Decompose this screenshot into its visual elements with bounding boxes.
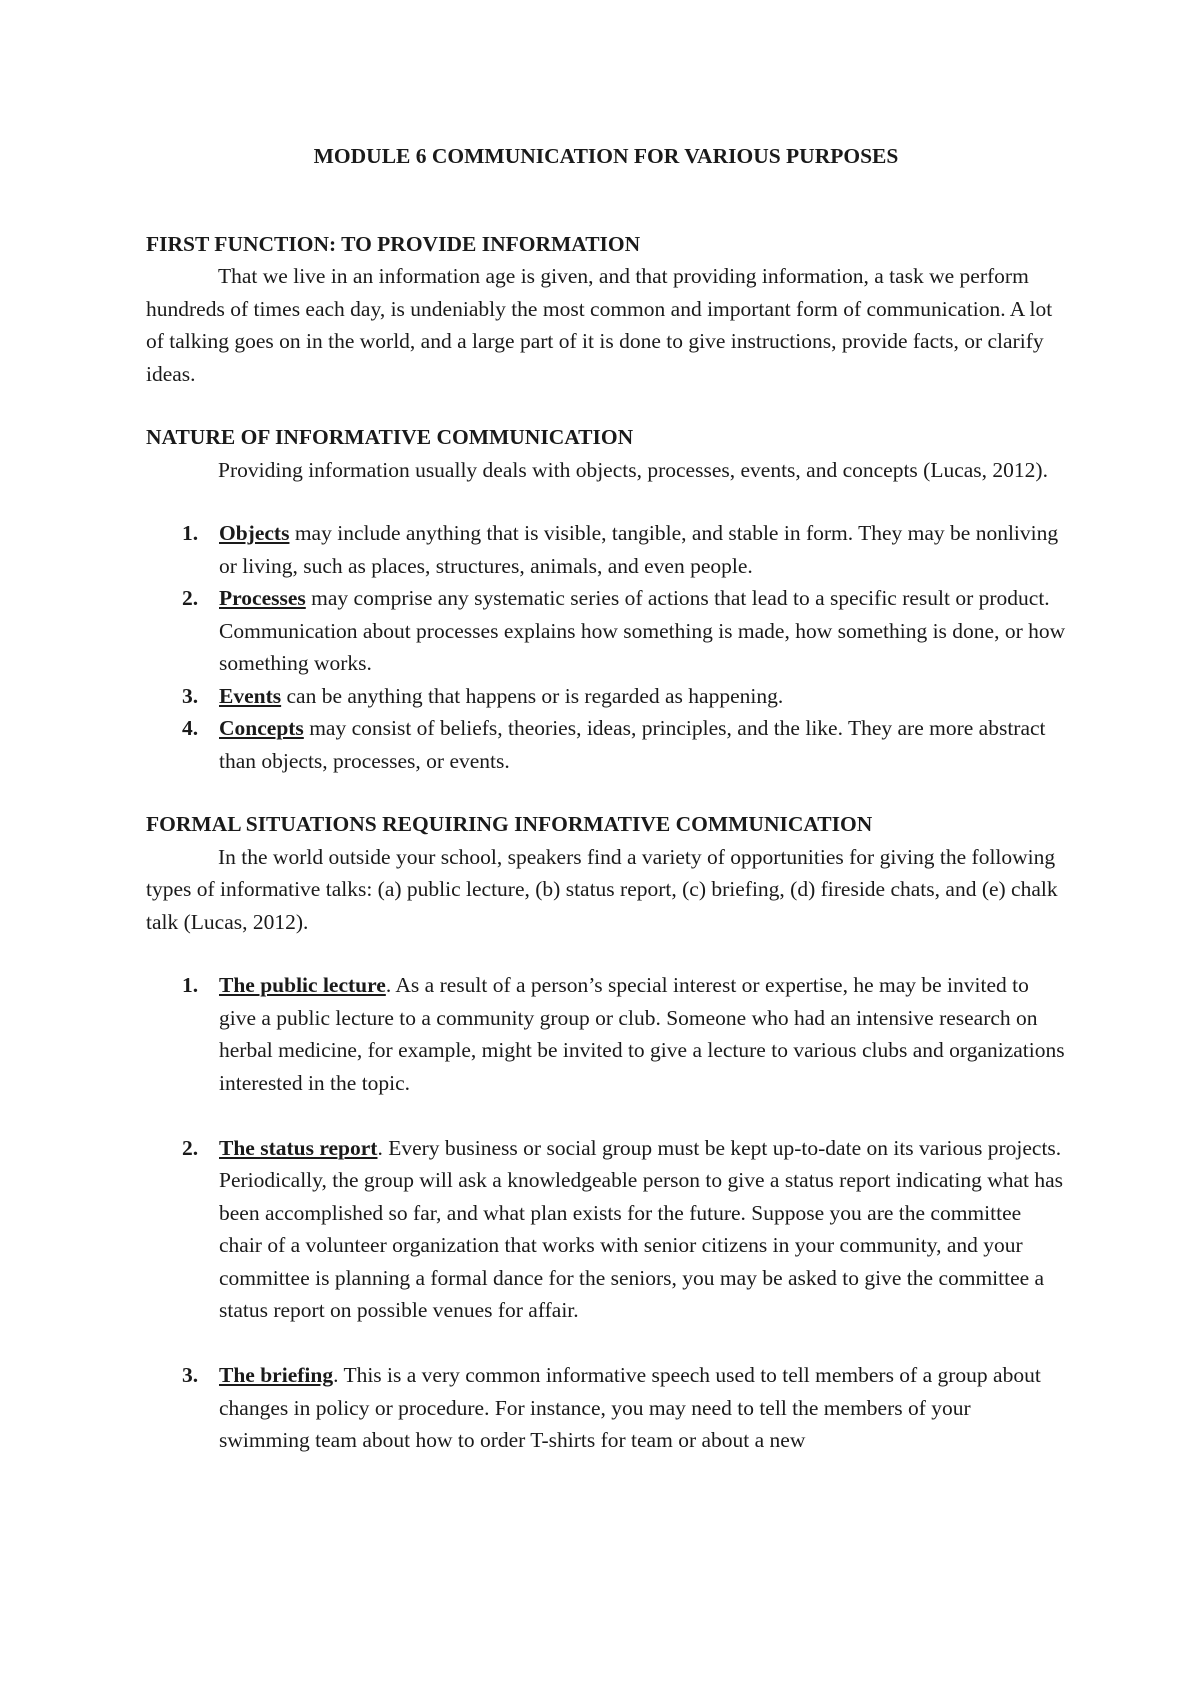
list-item [146, 1359, 1066, 1457]
list-item [146, 582, 1066, 680]
section-heading-nature: NATURE OF INFORMATIVE COMMUNICATION [146, 425, 634, 449]
list-text: may consist of beliefs, theories, ideas, principles, and the like. They are more abstract than objects, processes, or events. [219, 716, 1046, 773]
list-term: Concepts [219, 716, 304, 740]
list-text: . Every business or social group must be kept up-to-date on its various projects. Periodically, the group will ask a knowledgeable person to give a status report indicating what has been accomplished so far, and what plan exists for the future. Suppose you are the committee chair of a volunteer organization that works with senior citizens in your community, and your committee is planning a formal dance for the seniors, you may be asked to give the committee a status report on possible venues for affair. [219, 1135, 1064, 1322]
numbered-list [146, 969, 1066, 1457]
numbered-list [146, 517, 1066, 777]
list-number: 3. [182, 683, 199, 708]
section-paragraph: In the world outside your school, speakers find a variety of opportunities for giving the following types of informative talks: (a) public lecture, (b) status report, (c) briefing, (d) fireside chats, and (e) chalk talk (Lucas, 2012). [146, 844, 1058, 934]
section-paragraph: That we live in an information age is given, and that providing information, a task we perform hundreds of times each day, is undeniably the most common and important form of communication. A lot of talking goes on in the world, and a large part of it is done to give instructions, provide facts, or clarify ideas. [146, 264, 1053, 386]
list-item [146, 680, 1066, 713]
list-number: 3. [182, 1363, 199, 1387]
section-heading-first-function: FIRST FUNCTION: TO PROVIDE INFORMATION [146, 231, 641, 256]
list-text: . As a result of a person’s special interest or expertise, he may be invited to give a public lecture to a community group or club. Someone who had an intensive research on herbal medicine, for example, might be invited to give a lecture to various clubs and organizations interested in the topic. [219, 973, 1065, 1095]
spacer [146, 390, 1066, 421]
list-term: The briefing [219, 1363, 334, 1387]
list-term: Objects [219, 521, 290, 545]
list-text: may comprise any systematic series of actions that lead to a specific result or product. Communication about processes explains how something is made, how something is done, or how something works. [219, 586, 1066, 675]
list-number: 4. [182, 716, 199, 740]
list-item [146, 969, 1066, 1099]
list-text: . This is a very common informative speech used to tell members of a group about changes in policy or procedure. For instance, you may need to tell the members of your swimming team about how to order T-shirts for team or about a new [219, 1363, 1041, 1452]
page-title: MODULE 6 COMMUNICATION FOR VARIOUS PURPOSES [313, 144, 899, 168]
list-number: 2. [182, 1135, 199, 1160]
section-paragraph: Providing information usually deals with objects, processes, events, and concepts (Lucas, 2012). [218, 457, 1048, 482]
list-number: 1. [182, 521, 199, 545]
spacer [146, 777, 1066, 808]
list-item [146, 712, 1066, 777]
spacer [146, 938, 1066, 969]
list-term: Events [219, 683, 282, 708]
document-body [146, 140, 1066, 1457]
list-text: can be anything that happens or is regarded as happening. [281, 683, 784, 708]
list-term: Processes [219, 586, 306, 610]
list-text: may include anything that is visible, tangible, and stable in form. They may be nonliving or living, such as places, structures, animals, and even people. [219, 521, 1059, 578]
list-item [146, 1132, 1066, 1327]
list-number: 2. [182, 586, 199, 610]
section-heading-formal-situations: FORMAL SITUATIONS REQUIRING INFORMATIVE COMMUNICATION [146, 812, 873, 836]
list-item [146, 517, 1066, 582]
list-number: 1. [182, 973, 199, 997]
list-term: The public lecture [219, 973, 386, 997]
list-term: The status report [219, 1135, 378, 1160]
spacer [146, 486, 1066, 517]
